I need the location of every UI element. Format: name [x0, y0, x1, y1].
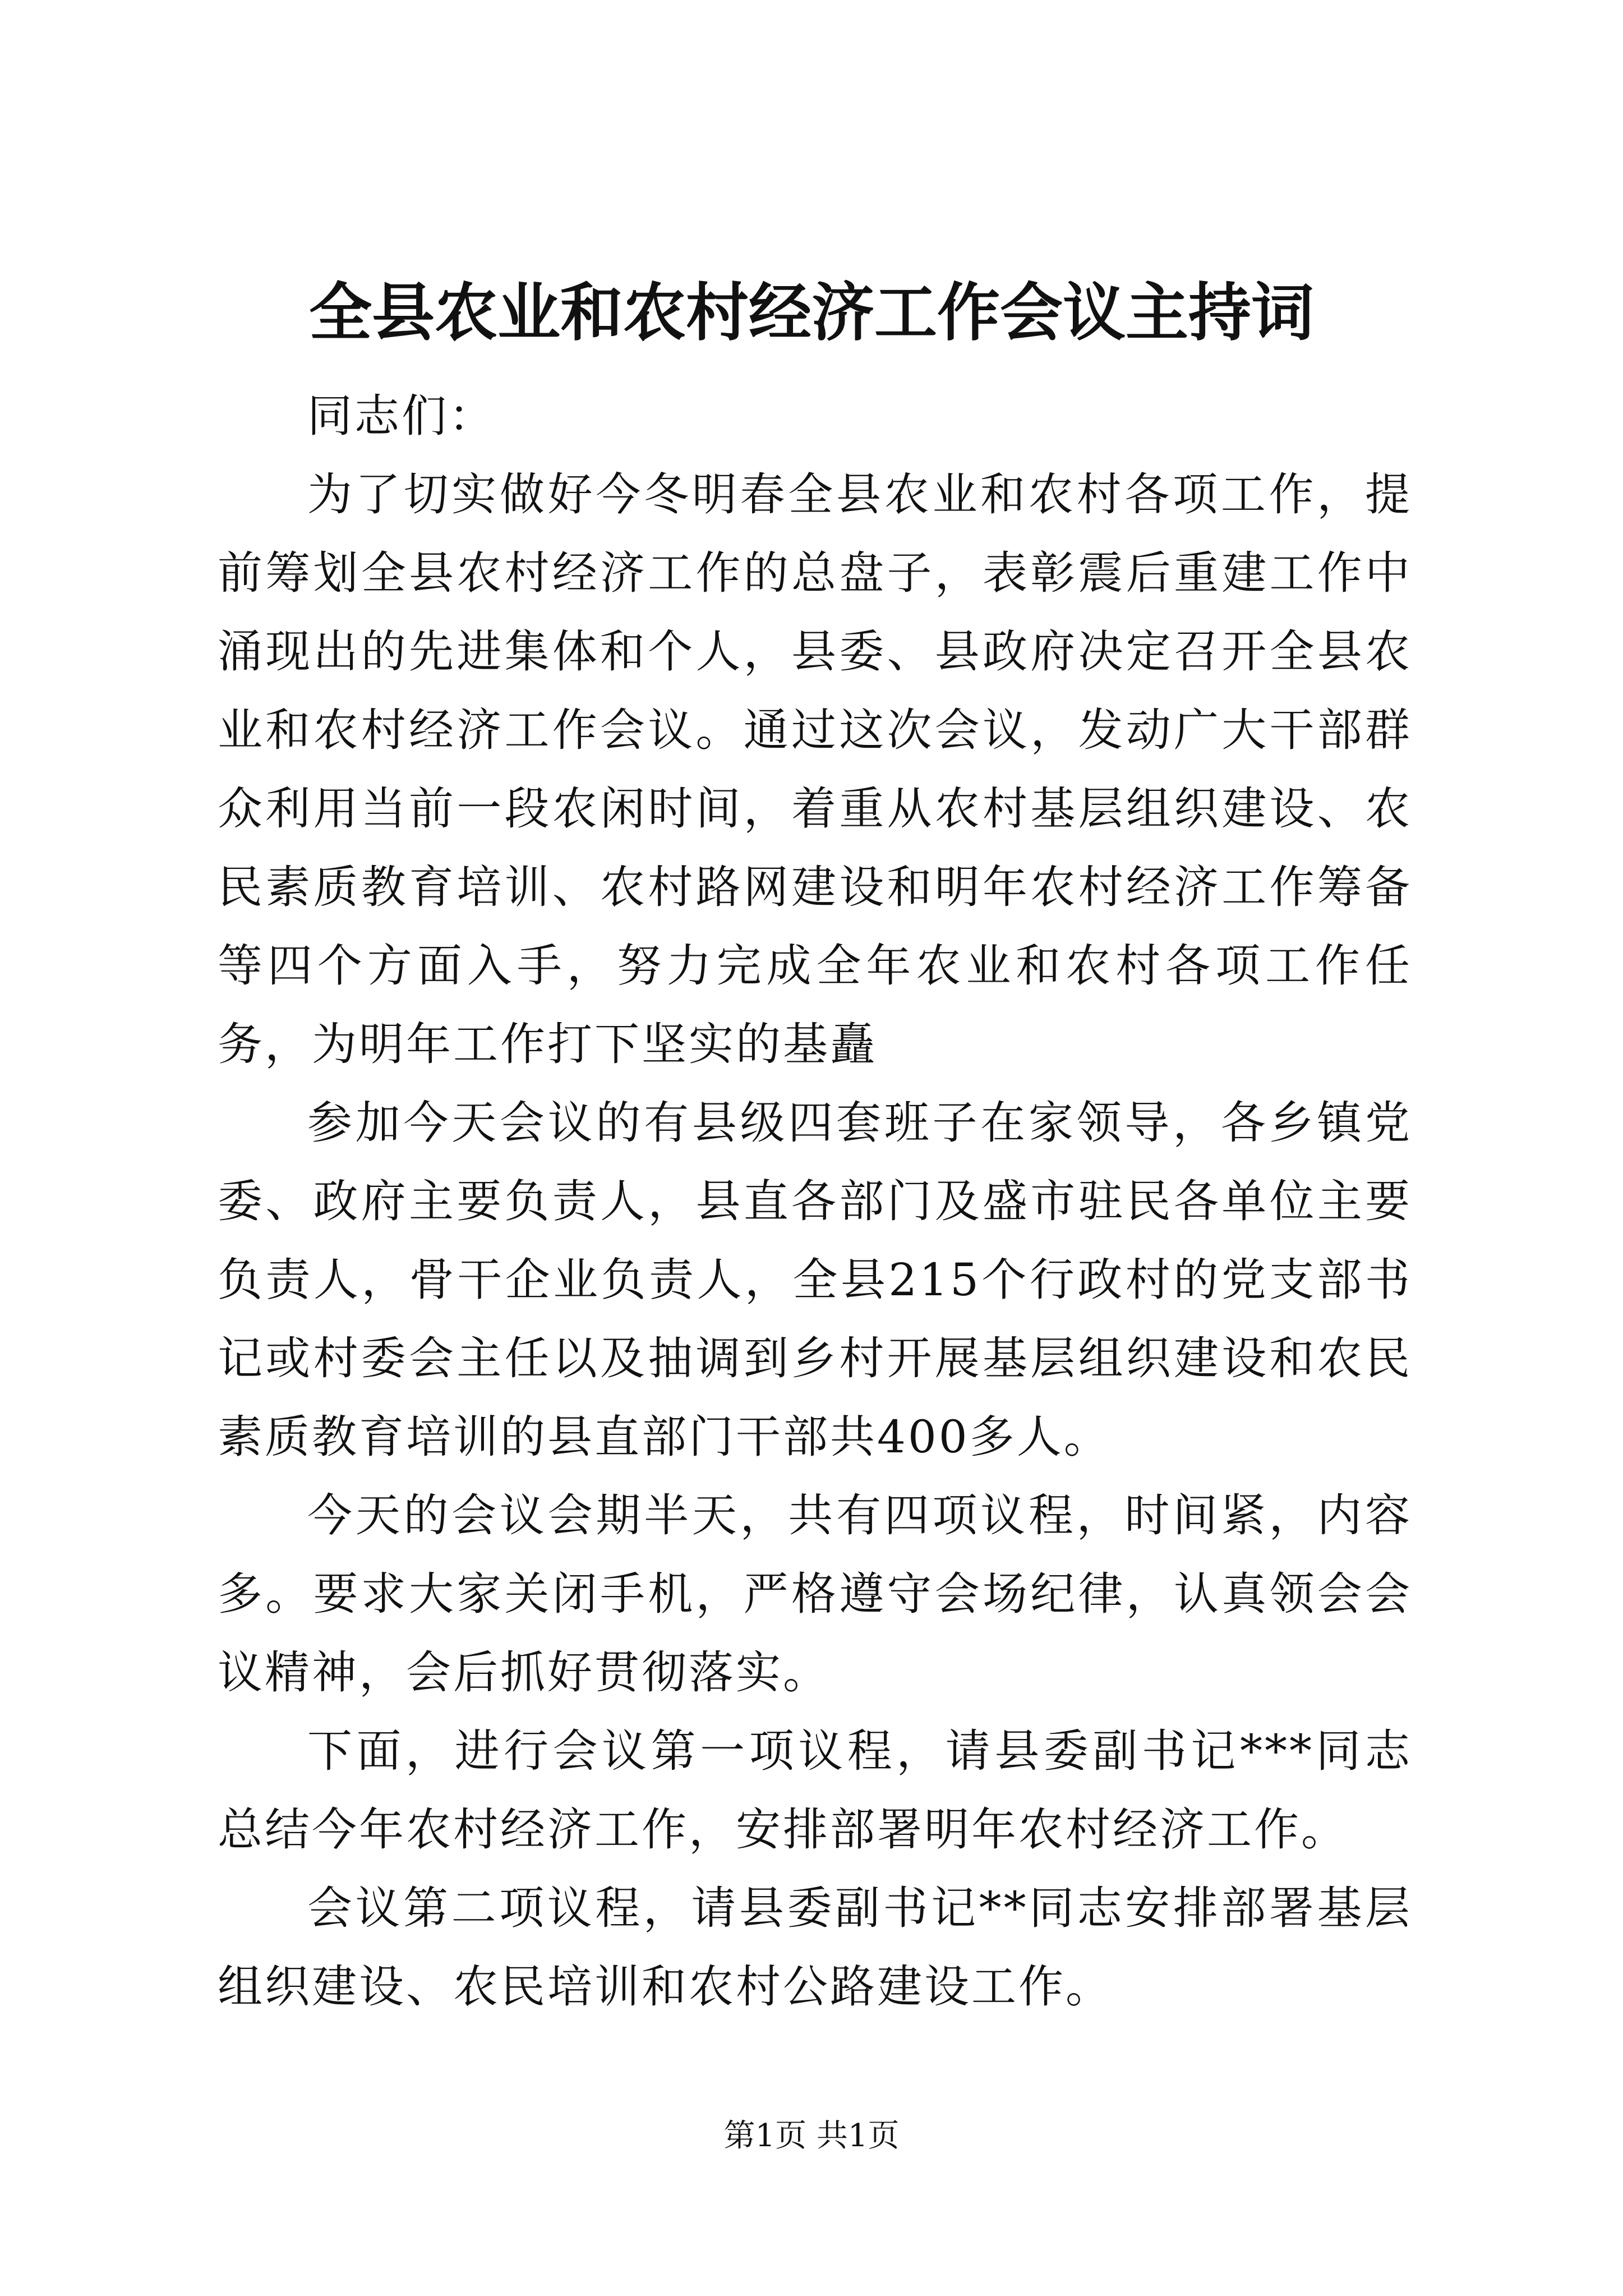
paragraph-3: 今天的会议会期半天，共有四项议程，时间紧，内容多。要求大家关闭手机，严格遵守会场纪律，认真领会会议精神，会后抓好贯彻落实。 — [218, 1489, 1412, 1699]
paragraph-4: 下面，进行会议第一项议程，请县委副书记***同志总结今年农村经济工作，安排部署明年农村经济工作。 — [218, 1725, 1412, 1856]
paragraph-2: 参加今天会议的有县级四套班子在家领导，各乡镇党委、政府主要负责人，县直各部门及盛市驻民各单位主要负责人，骨干企业负责人，全县215个行政村的党支部书记或村委会主任以及抽调到乡村开展基层组织建设和农民素质教育培训的县直部门干部共400多人。 — [218, 1097, 1412, 1463]
document-title: 全县农业和农村经济工作会议主持词 — [309, 276, 1314, 349]
paragraph-1: 为了切实做好今冬明春全县农业和农村各项工作，提前筹划全县农村经济工作的总盘子，表彰震后重建工作中涌现出的先进集体和个人，县委、县政府决定召开全县农业和农村经济工作会议。通过这次会议，发动广大干部群众利用当前一段农闲时间，着重从农村基层组织建设、农民素质教育培训、农村路网建设和明年农村经济工作筹备等四个方面入手，努力完成全年农业和农村各项工作任务，为明年工作打下坚实的基矗 — [218, 468, 1412, 1070]
page-footer: 第1页 共1页 — [723, 2118, 900, 2154]
document-body — [218, 377, 1412, 2026]
paragraph-5: 会议第二项议程，请县委副书记**同志安排部署基层组织建设、农民培训和农村公路建设工作。 — [218, 1882, 1412, 2013]
salutation: 同志们： — [307, 390, 496, 442]
